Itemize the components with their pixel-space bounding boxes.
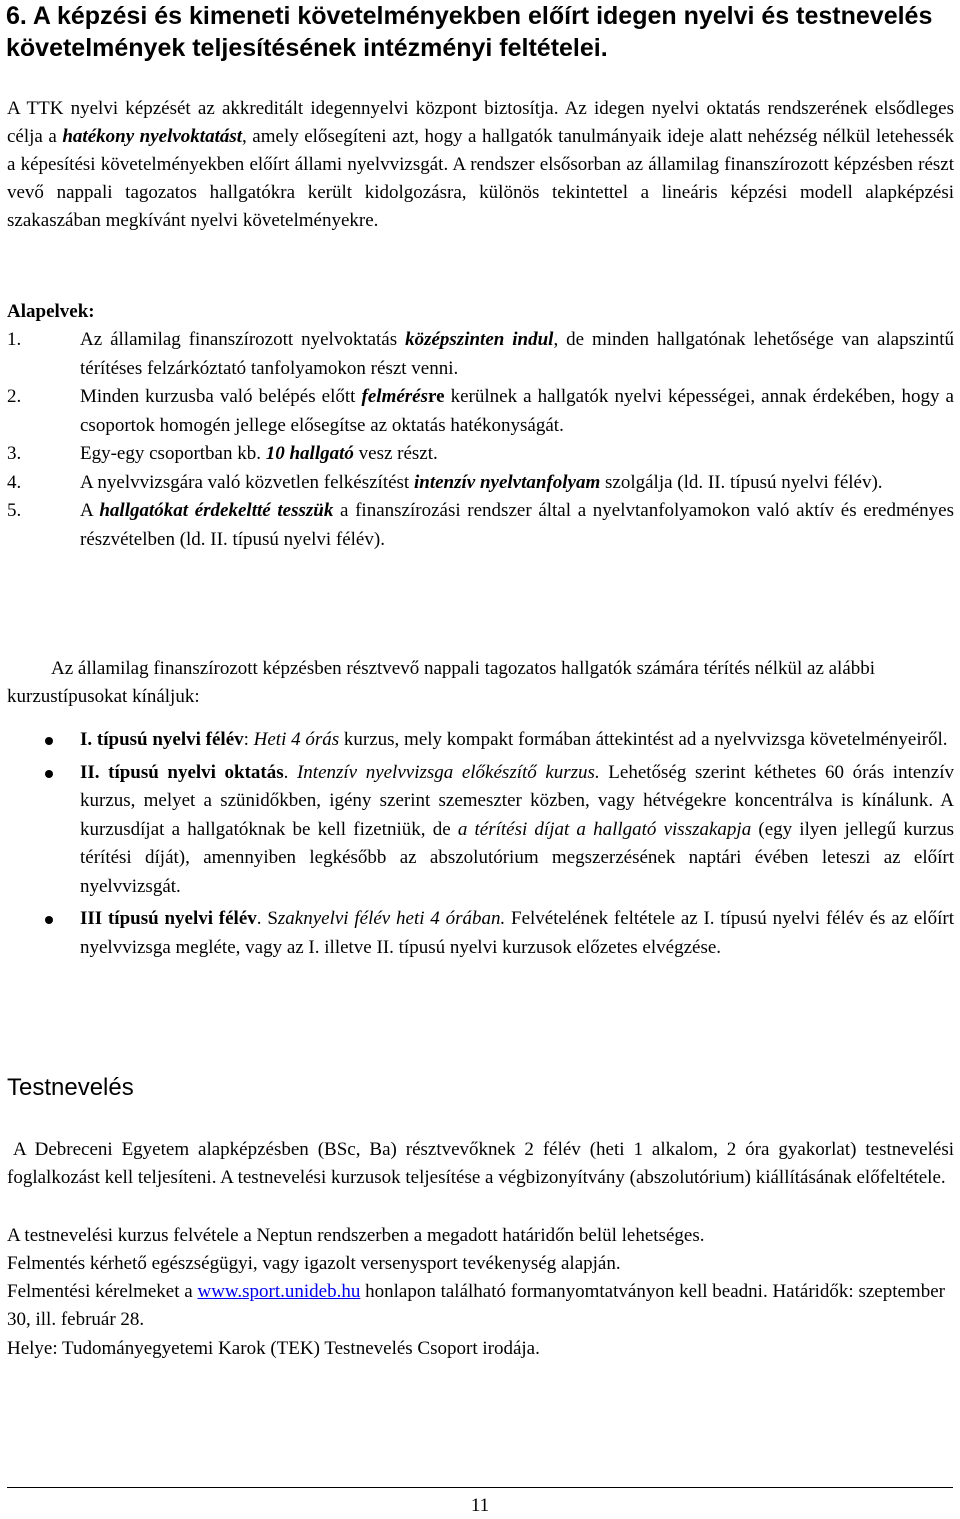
pe-paragraph-5: Helye: Tudományegyetemi Karok (TEK) Testnevelés Csoport irodája. [7, 1338, 540, 1359]
list-item: III típusú nyelvi félév. Szaknyelvi félév heti 4 órában. Felvételének feltétele az I. típusú nyelvi félév és az előírt nyelvvizsga megléte, vagy az I. illetve II. típusú nyelvi kurzusok előzetes elvégzése. [7, 905, 954, 962]
intro-text-a: A TTK nyelvi képzését az akkreditált idegennyelvi központ biztosítja. Az idegen nyelvi oktatás rendszerének elsődleges célja a [7, 98, 954, 147]
intro-paragraph [7, 95, 954, 235]
course-types-list [7, 726, 954, 966]
list-item: 5. A hallgatókat érdekeltté tesszük a finanszírozási rendszer által a nyelvtanfolyamokon való aktív és eredményes részvételben (ld. II. típusú nyelvi félév). [7, 500, 955, 550]
list-item: 3. Egy-egy csoportban kb. 10 hallgató vesz részt. [7, 443, 438, 464]
list-item: 2. Minden kurzusba való belépés előtt felmérésre kerülnek a hallgatók nyelvi képességei, annak érdekében, hogy a csoportok homogén jellege elősegítse az oktatás hatékonyságát. [7, 386, 954, 436]
pe-paragraph-3: Felmentés kérhető egészségügyi, vagy igazolt versenysport tevékenység alapján. [7, 1253, 621, 1274]
sport-website-link[interactable]: www.sport.unideb.hu [197, 1281, 361, 1302]
pe-paragraph-1: A Debreceni Egyetem alapképzésben (BSc, Ba) résztvevőknek 2 félév (heti 1 alkalom, 2 óra gyakorlat) testnevelési foglalkozást kell teljesíteni. A testnevelési kurzusok teljesítése a végbizonyítvány (abszolutórium) kiállításának előfeltétele. [7, 1139, 954, 1188]
bullet-icon [45, 770, 53, 778]
list-item: 1. Az államilag finanszírozott nyelvoktatás középszinten indul, de minden hallgatónak lehetősége van alapszintű térítéses felzárkóztató tanfolyamokon részt venni. [7, 329, 955, 379]
principles-list [7, 326, 954, 554]
list-item: II. típusú nyelvi oktatás. Intenzív nyelvvizsga előkészítő kurzus. Lehetőség szerint kéthetes 60 órás intenzív kurzus, melyet a szünidőkben, igény szerint szemeszter közben, vagy hétvégekre koncentrálva is kínálunk. A kurzusdíjat a hallgatóknak be kell fizetniük, de a térítési díjat a hallgató visszakapja (egy ilyen jellegű kurzus térítési díját), amennyiben legkésőbb az abszolutórium megszerzésének naptári évében leteszi az előírt nyelvvizsgát. [7, 759, 954, 902]
intro-emphasis: hatékony nyelvoktatást [62, 126, 243, 147]
pe-paragraph-4: Felmentési kérelmeket a www.sport.unideb.hu honlapon található formanyomtatványon kell beadni. Határidők: szeptember 30, ill. február 28. [7, 1281, 945, 1330]
pe-paragraph-2: A testnevelési kurzus felvétele a Neptun rendszerben a megadott határidőn belül lehetséges. [7, 1225, 705, 1246]
footer-divider [7, 1487, 953, 1488]
principles-label: Alapelvek: [7, 301, 95, 322]
intro-text-b: , amely elősegíteni azt, hogy a hallgatók tanulmányaik ideje alatt nehézség nélkül letehessék a képesítési követelményekben előírt állami nyelvvizsgát. A rendszer elsősorban az államilag finanszírozott képzésben részt vevő nappali tagozatos hallgatókra került kidolgozásra, különös tekintettel a lineáris képzési modell alapképzési szakaszában megkívánt nyelvi követelményekre. [7, 126, 955, 231]
list-item: 4. A nyelvvizsgára való közvetlen felkészítést intenzív nyelvtanfolyam szolgálja (ld. II. típusú nyelvi félév). [7, 471, 883, 493]
bullet-icon [45, 737, 53, 745]
section-heading: 6. A képzési és kimeneti követelményekben előírt idegen nyelvi és testnevelés követelmények teljesítésének intézményi feltételei. [6, 2, 933, 62]
bullet-icon [45, 916, 53, 924]
offer-intro: Az államilag finanszírozott képzésben résztvevő nappali tagozatos hallgatók számára térítés nélkül az alábbi kurzustípusokat kínáljuk: [7, 658, 876, 707]
list-item: I. típusú nyelvi félév: Heti 4 órás kurzus, mely kompakt formában áttekintést ad a nyelvvizsga követelményeiről. [7, 726, 954, 755]
pe-title: Testnevelés [7, 1074, 134, 1101]
page-number: 11 [470, 1495, 490, 1516]
